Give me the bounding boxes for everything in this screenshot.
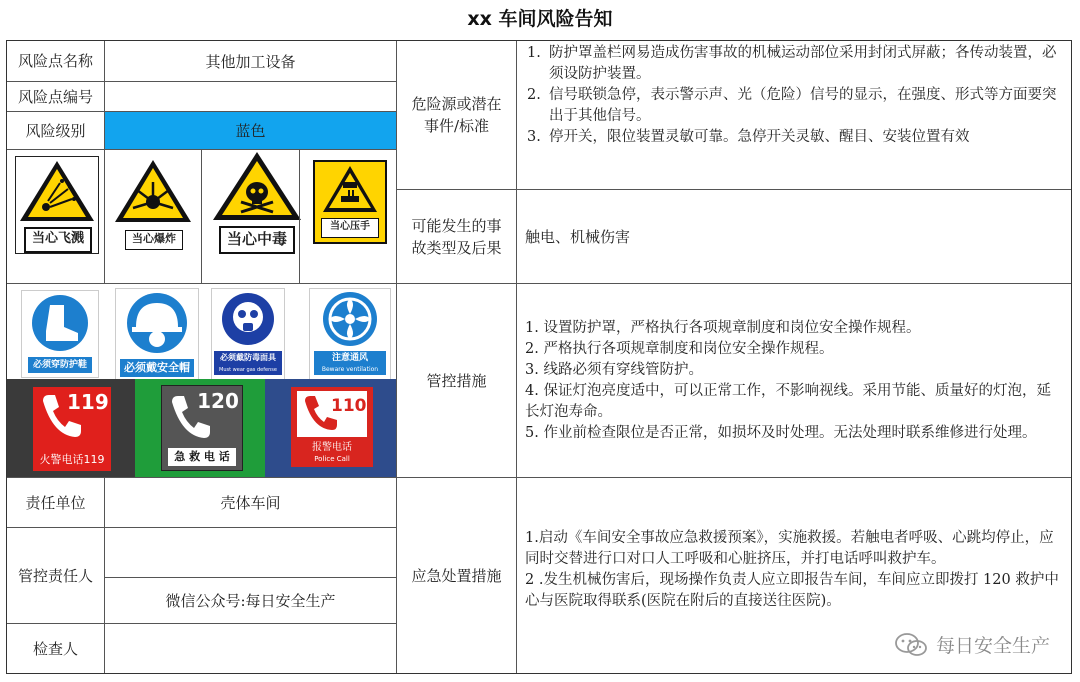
control-label: 管控措施 — [396, 283, 516, 477]
person-label: 管控责任人 — [7, 527, 104, 623]
warning-signs-row — [7, 149, 396, 283]
inspector-value — [104, 623, 396, 673]
hazard-content — [516, 41, 1071, 189]
phone-sign — [161, 385, 243, 471]
control-item: 4. 保证灯泡亮度适中，可以正常工作，不影响视线。采用节能、质量好的灯泡，延长灯泡寿命。 — [525, 382, 1051, 420]
mandatory-sign-subcaption: Must wear gas defense — [214, 365, 282, 375]
dept-value: 壳体车间 — [104, 477, 396, 527]
inspector-label: 检查人 — [7, 623, 104, 673]
wechat-icon — [894, 632, 928, 658]
hazard-item: 3. 停开关，限位装置灵敏可靠。急停开关灵敏、醒目、安装位置有效 — [527, 129, 970, 145]
wechat-watermark — [894, 631, 1050, 658]
mandatory-sign — [21, 290, 99, 378]
phone-sign-caption: 急 救 电 话 — [168, 448, 236, 466]
spark-warning-icon — [16, 157, 98, 225]
person-value — [104, 527, 396, 577]
hazard-list — [521, 43, 1061, 148]
mandatory-sign — [115, 288, 199, 382]
risk-name-value: 其他加工设备 — [104, 41, 396, 81]
risk-level-value: 蓝色 — [104, 111, 396, 149]
mandatory-sign-caption: 必须戴安全帽 — [120, 359, 194, 377]
ventilation-fan-icon — [310, 289, 390, 351]
warning-sign-caption: 当心压手 — [321, 218, 379, 238]
warning-sign — [15, 156, 99, 254]
hazard-label: 危险源或潜在事件/标准 — [396, 41, 516, 189]
mandatory-sign — [309, 288, 391, 380]
watermark-text: 每日安全生产 — [935, 635, 1050, 657]
phone-number: 110 — [331, 396, 367, 416]
safety-helmet-icon — [116, 289, 198, 357]
warning-sign-caption: 当心爆炸 — [125, 230, 183, 250]
page-title: xx 车间风险告知 — [467, 8, 613, 30]
mandatory-signs-row — [7, 283, 396, 379]
hazard-item: 2. 信号联锁急停，表示警示声、光（危险）信号的显示，在强度、形式等方面要突出于其他信号。 — [527, 87, 1057, 124]
mandatory-sign — [211, 288, 285, 380]
skull-warning-icon — [211, 150, 303, 222]
control-item: 5. 作业前检查限位是否正常，如损坏及时处理。无法处理时联系维修进行处理。 — [525, 424, 1037, 441]
mandatory-sign-caption: 必须穿防护鞋 — [28, 357, 92, 373]
mandatory-sign-caption: 必须戴防毒面具 — [214, 351, 282, 365]
phone-signs-row — [7, 379, 396, 477]
accident-value: 触电、机械伤害 — [516, 189, 1071, 283]
phone-number: 119 — [67, 390, 109, 414]
warning-sign — [111, 156, 195, 256]
explosion-warning-icon — [111, 156, 195, 226]
warning-sign-caption: 当心中毒 — [219, 226, 295, 254]
mandatory-sign-subcaption: Beware ventilation — [314, 365, 386, 375]
wechat-note: 微信公众号:每日安全生产 — [104, 577, 396, 623]
accident-label: 可能发生的事故类型及后果 — [396, 189, 516, 283]
warning-sign-caption: 当心飞溅 — [24, 227, 92, 253]
emergency-label: 应急处置措施 — [396, 477, 516, 673]
control-item: 1. 设置防护罩，严格执行各项规章制度和岗位安全操作规程。 — [525, 319, 921, 336]
phone-sign-caption: 报警电话 — [312, 442, 352, 453]
control-item: 3. 线路必须有穿线管防护。 — [525, 361, 703, 378]
emergency-list — [525, 528, 1063, 612]
risk-no-label: 风险点编号 — [7, 81, 104, 111]
control-item: 2. 严格执行各项规章制度和岗位安全操作规程。 — [525, 340, 834, 357]
phone-sign-subcaption: Police Call — [314, 455, 350, 463]
mandatory-sign-caption: 注意通风 — [314, 351, 386, 365]
risk-notice-table — [6, 40, 1072, 674]
phone-sign — [291, 387, 373, 467]
warning-sign — [313, 160, 387, 244]
phone-sign — [33, 387, 111, 471]
emergency-item: 1.启动《车间安全事故应急救援预案》，实施救援。若触电者呼吸、心跳均停止，应同时交替进行口对口人工呼吸和心脏挤压，并打电话呼叫救护车。 — [525, 529, 1054, 567]
risk-no-value — [104, 81, 396, 111]
emergency-item: 2 .发生机械伤害后，现场操作负责人应立即报告车间，车间应立即拨打 120 救护中心与医院取得联系(医院在附后的直接送往医院)。 — [525, 571, 1059, 609]
control-content — [516, 283, 1071, 477]
dept-label: 责任单位 — [7, 477, 104, 527]
control-list — [525, 318, 1063, 444]
gas-mask-icon — [212, 289, 284, 351]
phone-sign-caption: 火警电话119 — [39, 453, 105, 466]
risk-level-label: 风险级别 — [7, 111, 104, 149]
phone-number: 120 — [197, 389, 239, 413]
hand-crush-warning-icon — [315, 162, 385, 216]
warning-sign — [211, 150, 303, 254]
hazard-item: 1. 防护罩盖栏网易造成伤害事故的机械运动部位采用封闭式屏蔽；各传动装置，必须设防护装置。 — [527, 45, 1057, 82]
safety-boot-icon — [22, 291, 98, 355]
risk-name-label: 风险点名称 — [17, 52, 93, 70]
